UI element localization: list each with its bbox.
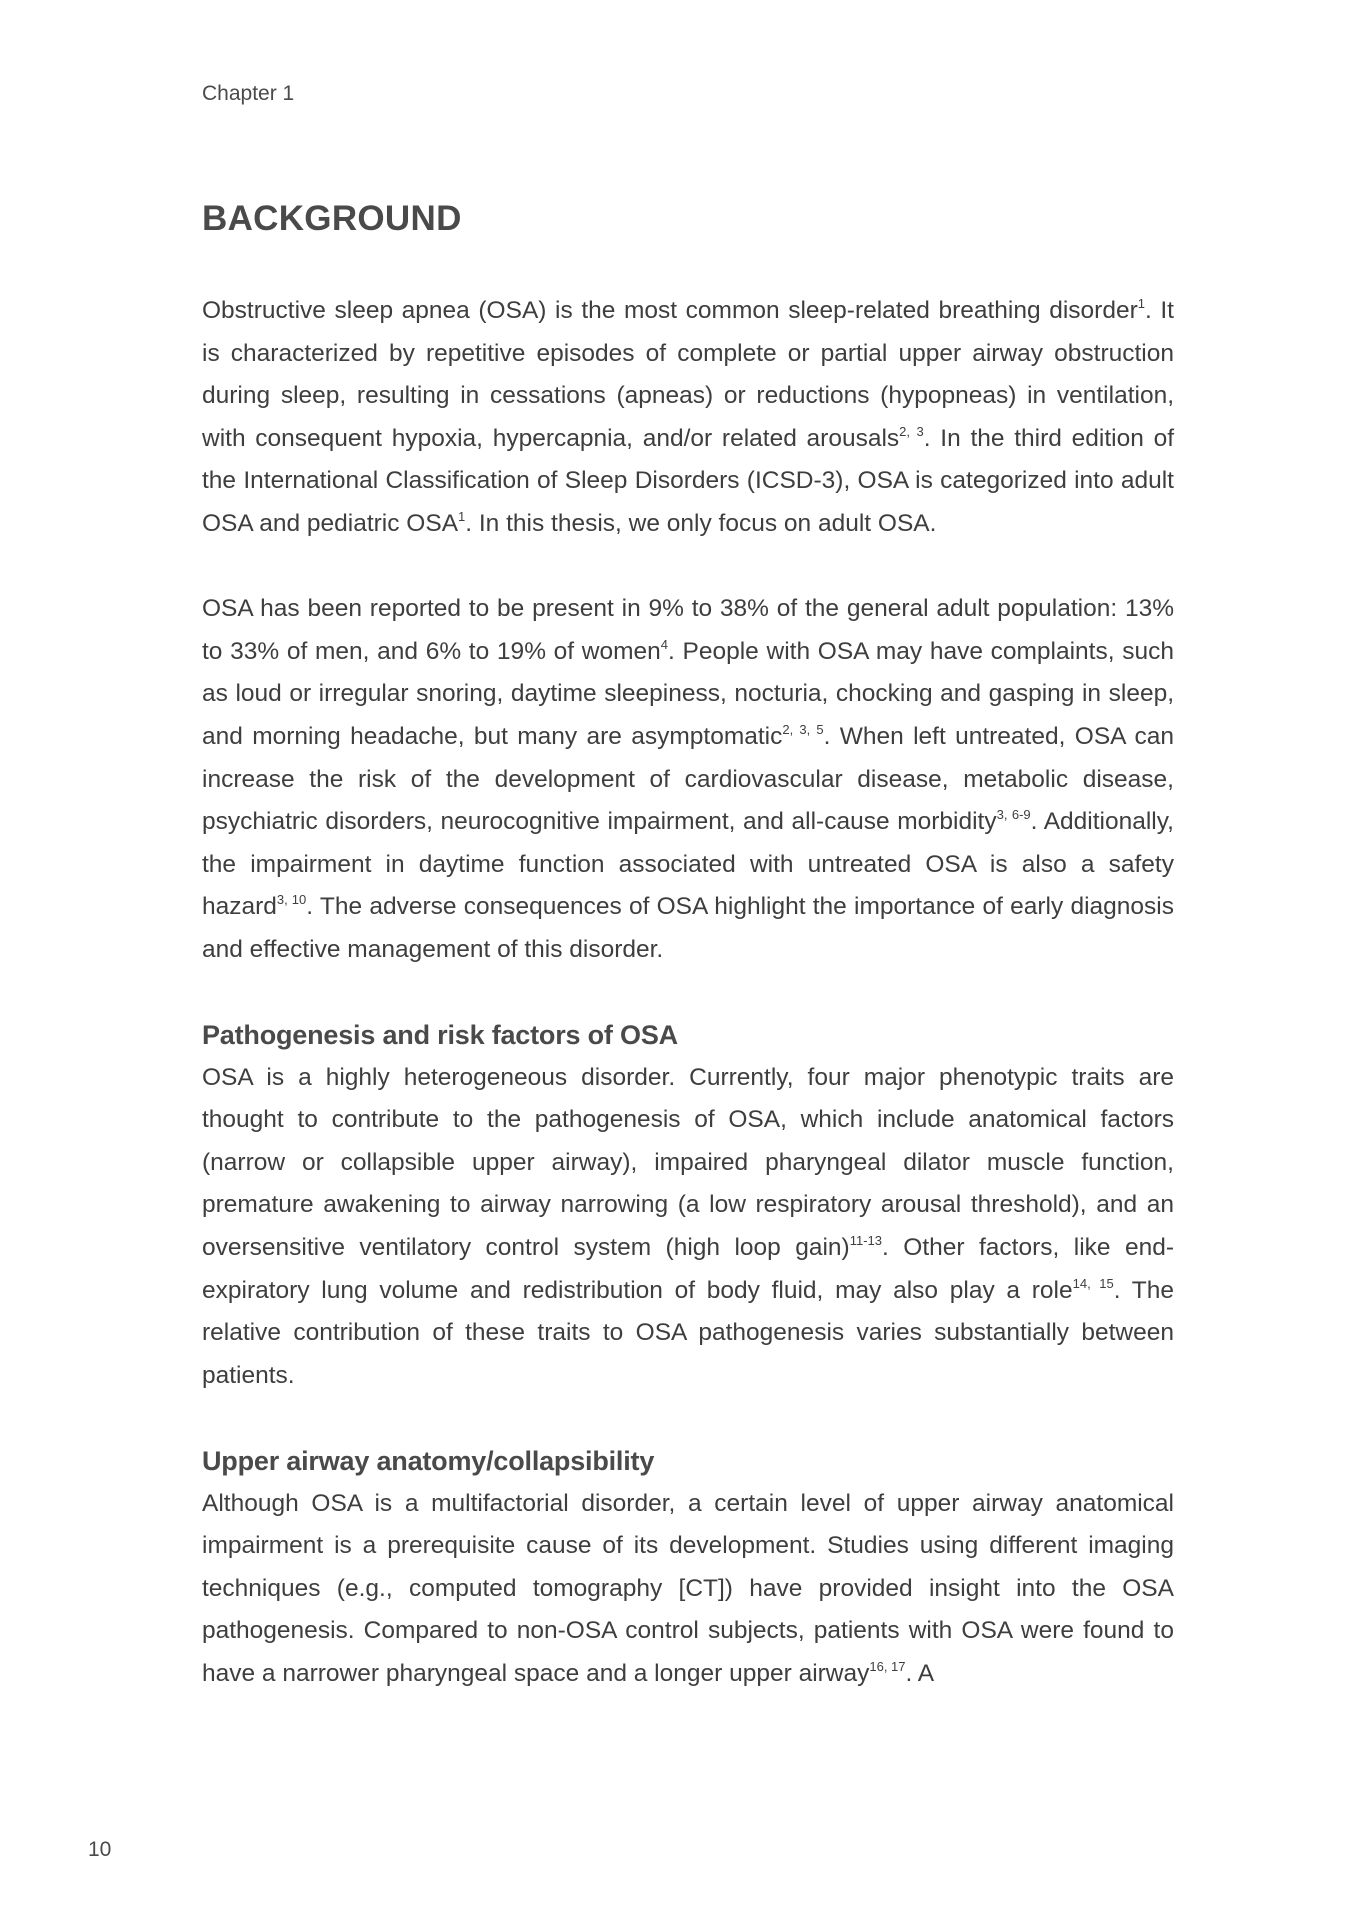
citation: 1: [1137, 296, 1145, 311]
paragraph-pathogenesis: [202, 1057, 1174, 1398]
paragraph-text: . The adverse consequences of OSA highlight the importance of early diagnosis and effective management of this disorder.: [202, 893, 1174, 963]
citation: 1: [458, 508, 466, 524]
paragraph-text: . When left untreated, OSA can increase the risk of the development of cardiovascular disease, metabolic disease, psychiatric disorders, neurocognitive impairment, and all-cause morbidity: [202, 722, 1174, 836]
paragraph-text: . A: [905, 1660, 935, 1687]
page-number: 10: [88, 1838, 112, 1861]
citation: 3, 6-9: [996, 807, 1031, 823]
running-head: Chapter 1: [202, 82, 295, 105]
paragraph-osa-definition: [202, 290, 1174, 546]
citation: 11-13: [849, 1233, 883, 1249]
paragraph-text: . Other factors, like end-expiratory lung volume and redistribution of body fluid, may also play a role: [202, 1234, 1175, 1304]
paragraph-text: OSA is a highly heterogeneous disorder. Currently, four major phenotypic traits are thought to contribute to the pathogenesis of OSA, which include anatomical factors (narrow or collapsible upper airway), impaired pharyngeal dilator muscle function, premature awakening to airway narrowing (a low respiratory arousal threshold), and an oversensitive ventilatory control system (high loop gain): [202, 1063, 1174, 1262]
paragraph-text: . The relative contribution of these traits to OSA pathogenesis varies substantially between patients.: [202, 1276, 1174, 1389]
citation: 4: [660, 636, 669, 652]
paragraph-upper-airway: [202, 1483, 1174, 1696]
paragraph-text: . It is characterized by repetitive episodes of complete or partial upper airway obstruction during sleep, resulting in cessations (apneas) or reductions (hypopneas) in ventilation, with consequent hypoxia, hypercapnia, and/or related arousals: [202, 297, 1174, 452]
citation: 2, 3: [899, 423, 924, 439]
citation: 14, 15: [1072, 1275, 1114, 1291]
paragraph-text: Obstructive sleep apnea (OSA) is the most common sleep-related breathing disorder: [202, 297, 1138, 324]
citation: 2, 3, 5: [782, 721, 824, 737]
paragraph-text: . People with OSA may have complaints, such as loud or irregular snoring, daytime sleepiness, nocturia, chocking and gasping in sleep, and morning headache, but many are asymptomatic: [202, 637, 1174, 750]
page-body: [202, 198, 1174, 1696]
paragraph-text: . In the third edition of the International Classification of Sleep Disorders (ICSD-3), OSA is categorized into adult OSA and pediatric OSA: [202, 424, 1174, 537]
paragraph-osa-prevalence: [202, 588, 1174, 971]
subheading-upper-airway: Upper airway anatomy/collapsibility: [202, 1446, 655, 1477]
section-title: BACKGROUND: [202, 199, 462, 238]
paragraph-text: . In this thesis, we only focus on adult OSA.: [465, 509, 937, 537]
citation: 16, 17: [869, 1659, 906, 1674]
paragraph-text: . Additionally, the impairment in daytime function associated with untreated OSA is also a safety hazard: [202, 808, 1174, 921]
paragraph-text: OSA has been reported to be present in 9% to 38% of the general adult population: 13% to 33% of men, and 6% to 19% of women: [202, 595, 1174, 665]
paragraph-text: Although OSA is a multifactorial disorder, a certain level of upper airway anatomical impairment is a prerequisite cause of its development. Studies using different imaging techniques (e.g., computed tomography [CT]) have provided insight into the OSA pathogenesis. Compared to non-OSA control subjects, patients with OSA were found to have a narrower pharyngeal space and a longer upper airway: [202, 1489, 1174, 1687]
subheading-pathogenesis: Pathogenesis and risk factors of OSA: [202, 1020, 678, 1051]
citation: 3, 10: [276, 892, 307, 908]
